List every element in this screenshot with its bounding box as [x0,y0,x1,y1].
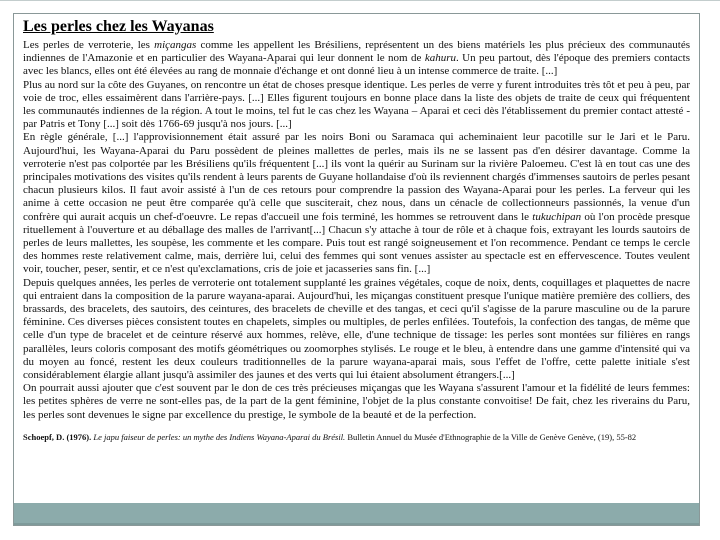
citation-source: Bulletin Annuel du Musée d'Ethnographie de la Ville de Genève Genève, (19), 55-82 [347,431,637,442]
citation-author: Schoepf, D. (1976). [23,431,92,442]
page-title: Les perles chez les Wayanas [23,18,214,35]
paragraph: Plus au nord sur la côte des Guyanes, on rencontre un état de choses presque identique. Les perles de verre y furent introduites très tôt et peu à peu, par voie de troc, elles essaimèrent dans l'arrière-pays. [...] Elles figurent toujours en bonne place dans la liste des objets de traite de ceux qui fréquentent les communautés indiennes de la région. A tout le moins, tel fut le cas chez les Wayana – Aparai et ceci dès l'établissement du premier contact attesté - par Patris et Tony [...] soit dès 1766-69 jusqu'à nos jours. [...] [23,78,690,131]
citation [23,432,690,442]
citation-title: Le japu faiseur de perles: un mythe des Indiens Wayana-Aparai du Brésil. [93,431,346,442]
slide [13,13,700,526]
paragraph: Depuis quelques années, les perles de verroterie ont totalement supplanté les graines végétales, coque de noix, dents, coquillages et plaquettes de nacre qui entraient dans la composition de la parure wayana-aparai. Aujourd'hui, les miçangas constituent presque l'unique matière première des colliers, des brassards, des bracelets, des sautoirs, des ceintures, des bracelets de cheville et des tangas, et ceci qu'il s'agisse de la parure masculine ou de la parure féminine. Ces diverses pièces consistent toutes en chapelets, simples ou multiples, de perles enfilées. Toutefois, la confection des tangas, de même que celle d'un type de bracelet et de ceinture réservé aux hommes, relève, elle, d'une technique de tissage: les perles sont montées sur filières en rangs parallèles, leurs coloris composant des motifs géométriques ou zoomorphes stylisés. Le rouge et le bleu, à entendre dans une gamme d'intensité qui va du moyen au foncé, restent les deux couleurs traditionnelles de la parure wayana-aparai mais, sous l'effet de l'offre, cette palette initiale s'est considérablement élargie allant jusqu'à assimiler des jaunes et des verts qui lui étaient absolument étrangers.[...] [23,276,690,382]
top-edge-line [0,0,720,1]
paragraph: On pourrait aussi ajouter que c'est souvent par le don de ces très précieuses miçangas que les Wayana s'assurent l'amour et la fidélité de leurs femmes: les petites sphères de verre ne sont-elles pas, de la part de la gent féminine, l'objet de la plus constante convoitise! De fait, chez les riverains du Paru, les perles sont devenues le signe par excellence du prestige, le symbole de la beauté et de la perfection. [23,382,690,421]
paragraph: Les perles de verroterie, les miçangas comme les appellent les Brésiliens, représentent un des biens matériels les plus précieux des communautés indiennes de l'Amazonie et en particulier des Wayana-Aparai qui leur donnent le nom de kahuru. Un peu partout, dès l'époque des premiers contacts avec les blancs, elles ont été élevées au rang de monnaie d'échange et ont donné lieu à un intense commerce de traite. [...] [23,39,690,78]
slide-content [14,14,699,503]
footer-band [14,503,699,525]
body-text [23,39,690,422]
paragraph: En règle générale, [...] l'approvisionnement était assuré par les noirs Boni ou Saramaca qui acheminaient leur pacotille sur le Jari et le Paru. Aujourd'hui, les Wayana-Aparai du Paru possèdent de pleines mallettes de perles, mais ils ne se lassent pas d'en désirer davantage. Comme la verroterie n'est pas colportée par les Brésiliens qu'ils fréquentent [...] ils vont la quérir au Surinam sur la rivière Paloemeu. C'est là en tout cas une des principales motivations des visites qu'ils rendent à leurs parents de Guyane hollandaise d'où ils reviennent chargés d'immenses sautoirs de perles pesant chacun plusieurs kilos. Il faut avoir assisté à l'un de ces retours pour comprendre la passion des Wayana-Aparai pour les perles. La ferveur qui les anime à cette occasion ne peut être comparée qu'à celle que susciterait, chez nous, dans un cénacle de collectionneurs passionnés, la venue d'un confrère qui aurait acquis un chef-d'oeuvre. Le repas d'accueil une fois terminé, les hommes se retrouvent dans le tukuchipan où l'on procède presque rituellement à l'ouverture et au déballage des malles de l'arrivant[...] Chacun s'y attache à tour de rôle et à chaque fois, extrayant les lourds sautoirs de perles de leurs mallettes, les soupèse, les commente et les compare. Puis tout est rangé soigneusement et l'on recommence. Pendant ce temps le cercle des hommes reste relativement calme, mais, derrière lui, celui des femmes qui sont venues assister au spectacle est en effervescence. Toutes veulent voir, toucher, peser, sentir, et ce n'est qu'exclamations, cris de joie et jacasseries sans fin. [...] [23,131,690,276]
